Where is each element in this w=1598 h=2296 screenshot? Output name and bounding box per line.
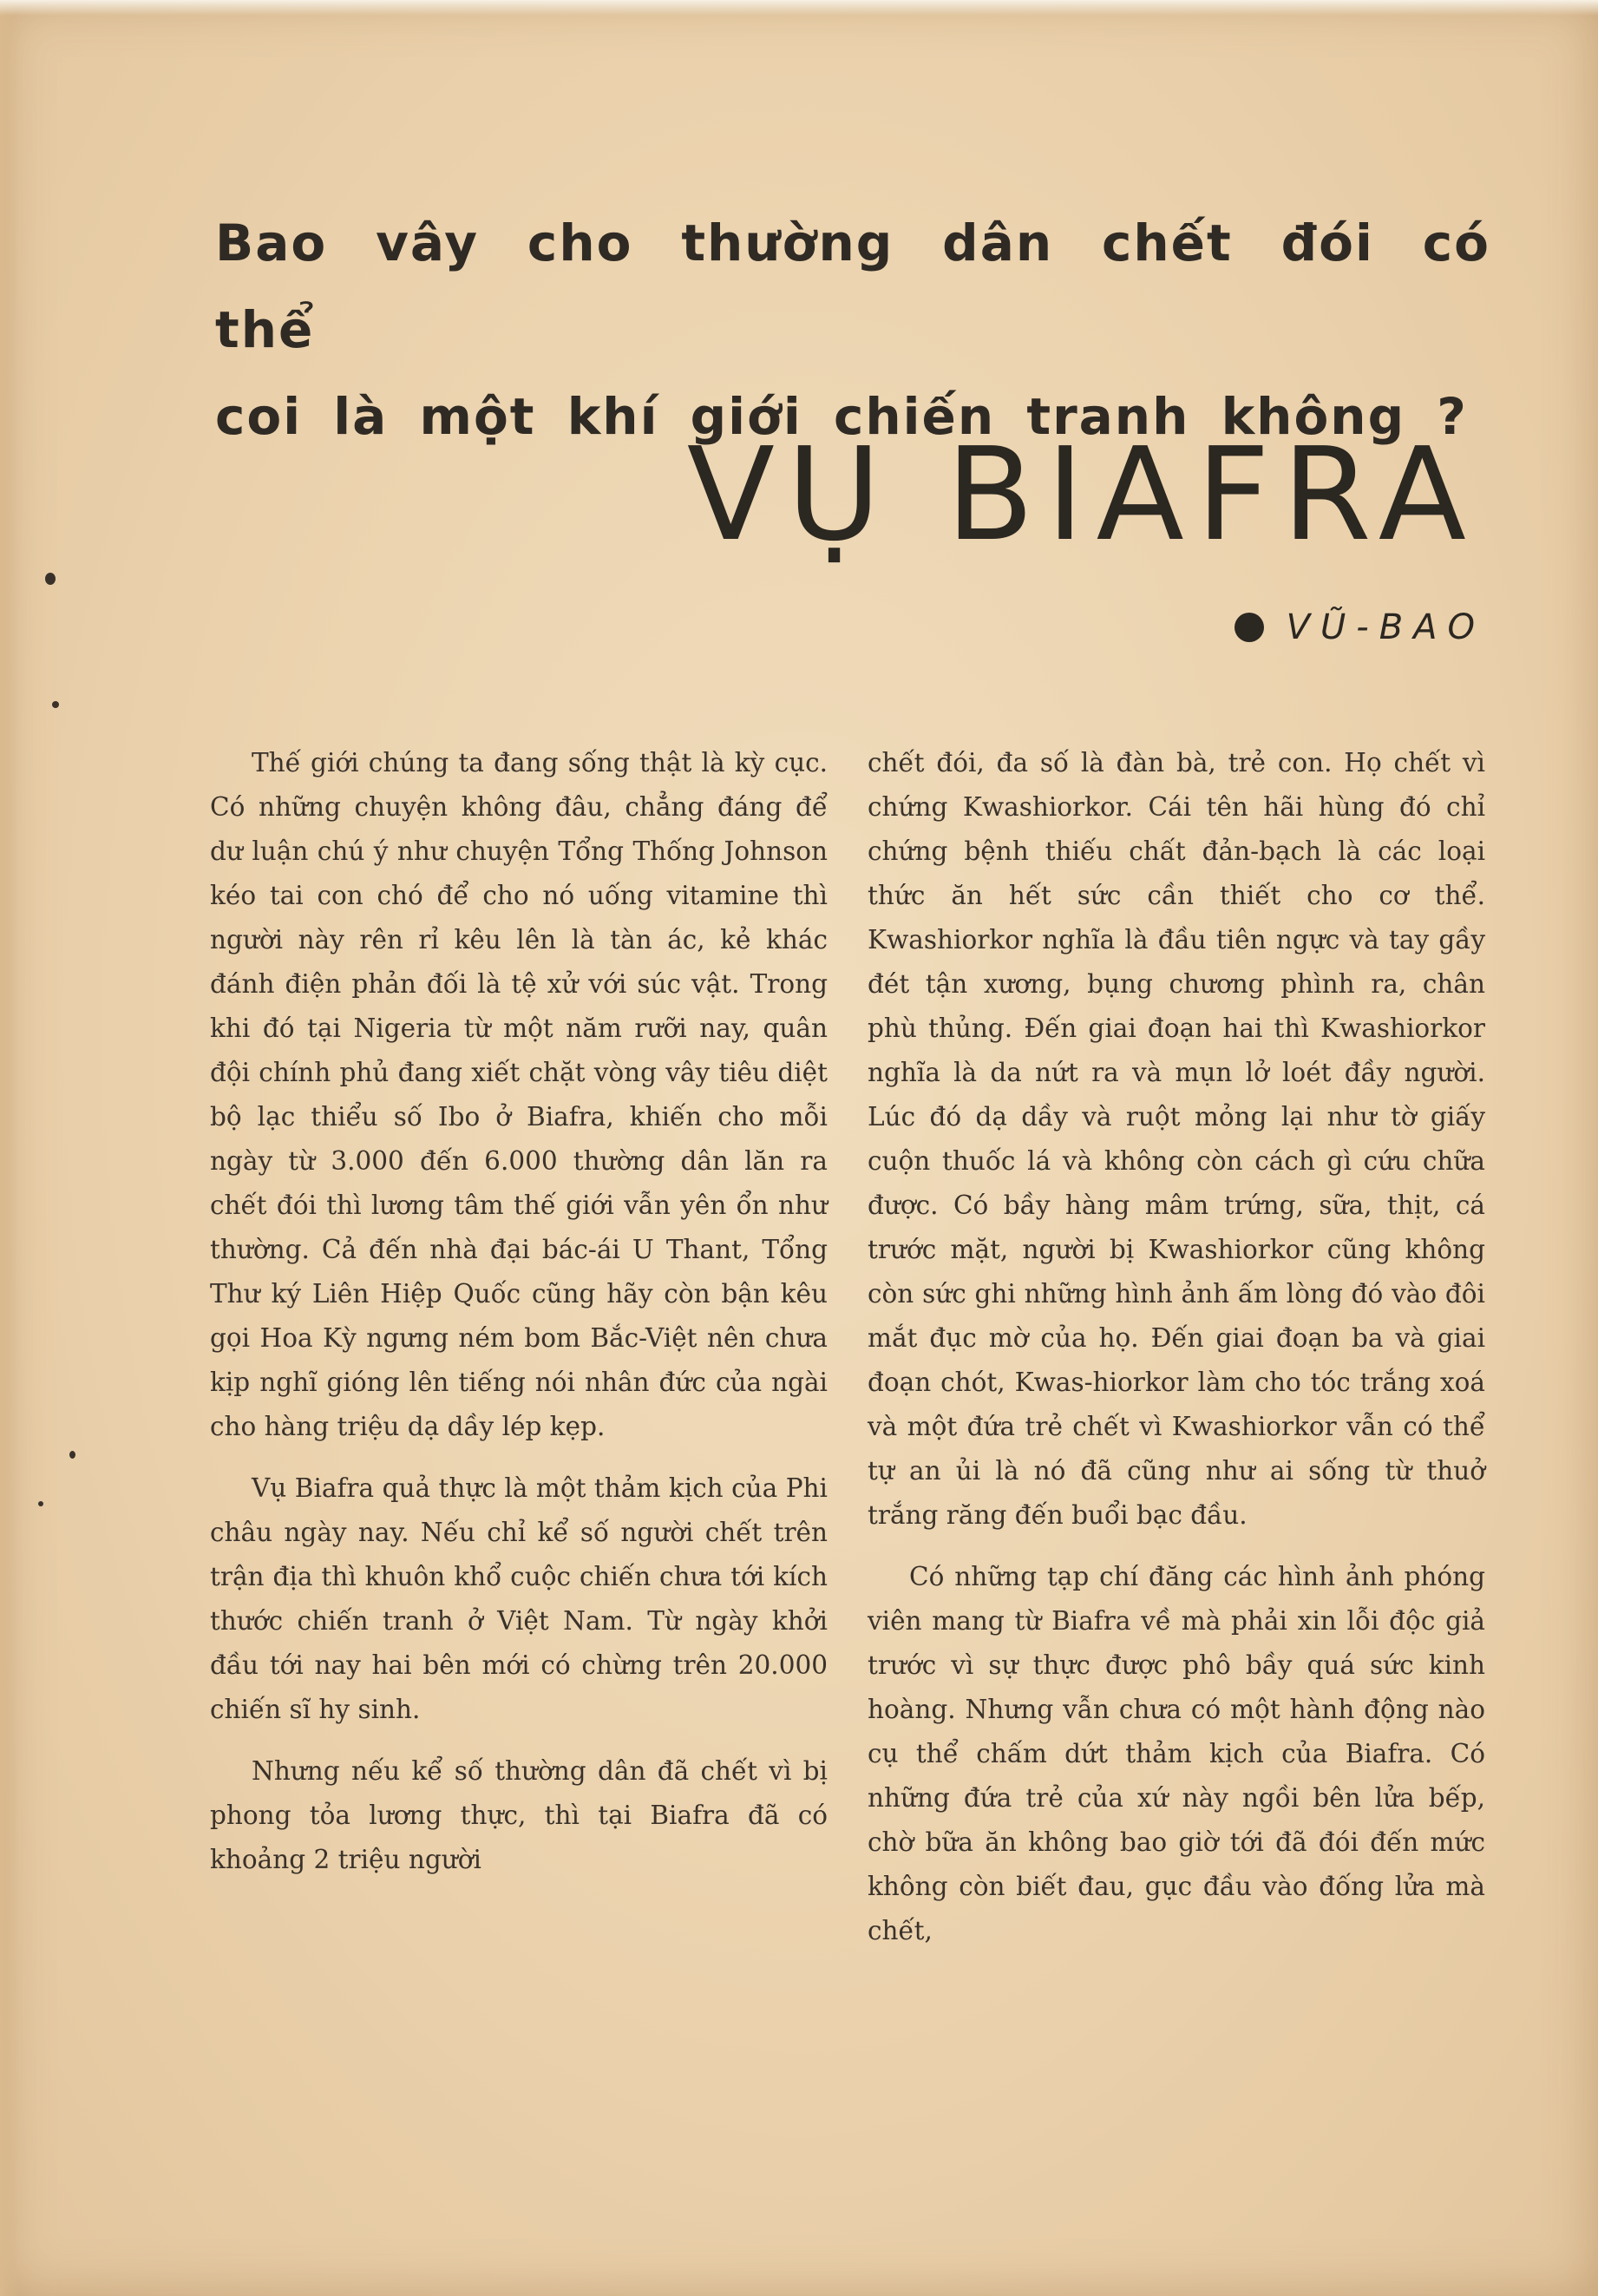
page-top-edge — [0, 0, 1598, 16]
ink-speck — [52, 701, 59, 708]
article-title-line-1: Bao vây cho thường dân chết đói có thể — [215, 213, 1490, 359]
page-edge-shadow — [0, 0, 19, 2296]
body-paragraph: Nhưng nếu kể số thường dân đã chết vì bị phong tỏa lương thực, thì tại Biafra đã có khoảng 2 triệu người — [210, 1756, 828, 1874]
ink-speck — [69, 1451, 75, 1459]
body-column-left — [210, 741, 828, 1899]
article-headline: VỤ BIAFRA — [686, 420, 1478, 569]
author-byline — [1235, 607, 1485, 647]
article-title-line-2: coi là một khí giới chiến tranh không ? — [215, 387, 1468, 446]
body-column-right — [868, 741, 1485, 1971]
byline-bullet-icon — [1235, 613, 1264, 642]
body-paragraph: Thế giới chúng ta đang sống thật là kỳ cục. Có những chuyện không đâu, chẳng đáng để dư luận chú ý như chuyện Tổng Thống Johnson kéo tai con chó để cho nó uống vitamine thì người này rên rỉ kêu lên là tàn ác, kẻ khác đánh điện phản đối là tệ xử với súc vật. Trong khi đó tại Nigeria từ một năm rưỡi nay, quân đội chính phủ đang xiết chặt vòng vây tiêu diệt bộ lạc thiểu số Ibo ở Biafra, khiến cho mỗi ngày từ 3.000 đến 6.000 thường dân lăn ra chết đói thì lương tâm thế giới vẫn yên ổn như thường. Cả đến nhà đại bác-ái U Thant, Tổng Thư ký Liên Hiệp Quốc cũng hãy còn bận kêu gọi Hoa Kỳ ngưng ném bom Bắc-Việt nên chưa kịp nghĩ gióng lên tiếng nói nhân đức của ngài cho hàng triệu dạ dầy lép kẹp. — [210, 748, 828, 1441]
body-paragraph: chết đói, đa số là đàn bà, trẻ con. Họ chết vì chứng Kwashiorkor. Cái tên hãi hùng đó chỉ chứng bệnh thiếu chất đản-bạch là các loại thức ăn hết sức cần thiết cho cơ thể. Kwashiorkor nghĩa là đầu tiên ngực và tay gầy đét tận xương, bụng chương phình ra, chân phù thủng. Đến giai đoạn hai thì Kwashiorkor nghĩa là da nứt ra và mụn lở loét đầy người. Lúc đó dạ dầy và ruột mỏng lại như tờ giấy cuộn thuốc lá và không còn cách gì cứu chữa được. Có bầy hàng mâm trứng, sữa, thịt, cá trước mặt, người bị Kwashiorkor cũng không còn sức ghi những hình ảnh ấm lòng đó vào đôi mắt đục mờ của họ. Đến giai đoạn ba và giai đoạn chót, Kwas-hiorkor làm cho tóc trắng xoá và một đứa trẻ chết vì Kwashiorkor vẫn có thể tự an ủi là nó đã cũng như ai sống từ thuở trắng răng đến buổi bạc đầu. — [868, 748, 1485, 1530]
ink-speck — [38, 1501, 43, 1506]
ink-speck — [45, 573, 56, 585]
body-paragraph: Có những tạp chí đăng các hình ảnh phóng viên mang từ Biafra về mà phải xin lỗi độc giả trước vì sự thực được phô bầy quá sức kinh hoàng. Nhưng vẫn chưa có một hành động nào cụ thể chấm dứt thảm kịch của Biafra. Có những đứa trẻ của xứ này ngồi bên lửa bếp, chờ bữa ăn không bao giờ tới đã đói đến mức không còn biết đau, gục đầu vào đống lửa mà chết, — [868, 1562, 1485, 1945]
author-name: VŨ-BAO — [1286, 607, 1485, 647]
body-paragraph: Vụ Biafra quả thực là một thảm kịch của Phi châu ngày nay. Nếu chỉ kể số người chết trên trận địa thì khuôn khổ cuộc chiến chưa tới kích thước chiến tranh ở Việt Nam. Từ ngày khởi đầu tới nay hai bên mới có chừng trên 20.000 chiến sĩ hy sinh. — [210, 1473, 828, 1724]
